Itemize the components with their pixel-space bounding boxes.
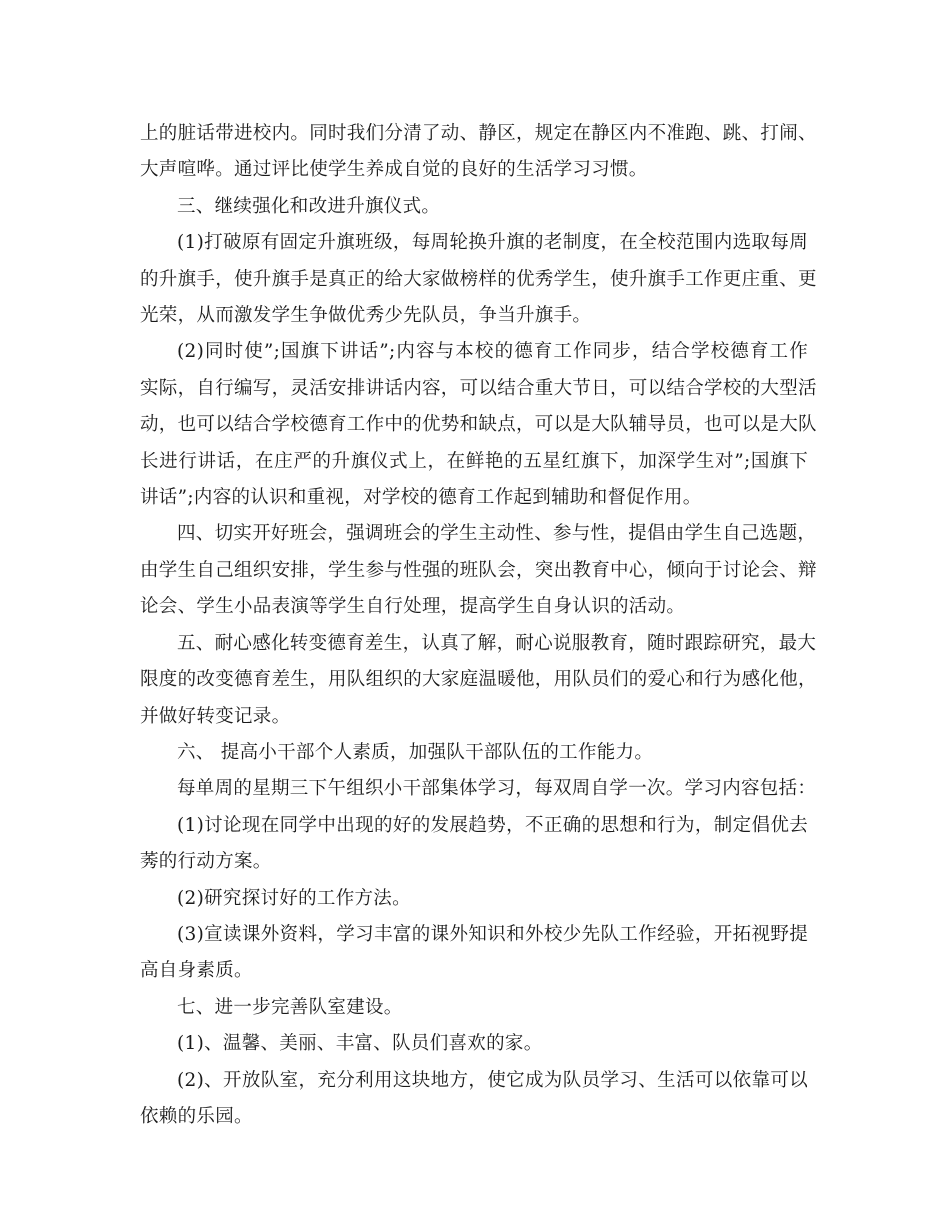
text-line: (2)、开放队室，充分利用这块地方，使它成为队员学习、生活可以依靠可以	[177, 1069, 808, 1091]
text-line: 限度的改变德育差生，用队组织的大家庭温暖他，用队员们的爱心和行为感化他，	[140, 669, 817, 691]
text-line: 上的脏话带进校内。同时我们分清了动、静区，规定在静区内不准跑、跳、打闹、	[140, 123, 817, 144]
paragraph	[140, 1026, 808, 1062]
document-body	[140, 116, 817, 1135]
paragraph	[140, 334, 817, 516]
paragraph	[140, 990, 808, 1026]
text-line: 并做好转变记录。	[140, 705, 291, 727]
text-line: 讲话”;内容的认识和重视，对学校的德育工作起到辅助和督促作用。	[140, 487, 702, 509]
paragraph	[140, 1063, 808, 1136]
text-line: 长进行讲话，在庄严的升旗仪式上，在鲜艳的五星红旗下，加深学生对”;国旗下	[140, 450, 808, 472]
text-line: 动，也可以结合学校德育工作中的优势和缺点，可以是大队辅导员，也可以是大队	[140, 414, 817, 436]
text-line: 七、进一步完善队室建设。	[177, 996, 403, 1018]
text-line: 四、切实开好班会，强调班会的学生主动性、参与性，提倡由学生自己选题，	[177, 523, 817, 545]
text-line: (1)打破原有固定升旗班级，每周轮换升旗的老制度，在全校范围内选取每周	[177, 232, 808, 254]
text-line: 莠的行动方案。	[140, 851, 272, 873]
text-line: (1)、温馨、美丽、丰富、队员们喜欢的家。	[177, 1033, 543, 1055]
text-line: (3)宣读课外资料，学习丰富的课外知识和外校少先队工作经验，开拓视野提	[177, 923, 808, 945]
paragraph	[140, 626, 817, 735]
text-line: 光荣，从而激发学生争做优秀少先队员，争当升旗手。	[140, 305, 592, 327]
text-line: 论会、学生小品表演等学生自行处理，提高学生自身认识的活动。	[140, 596, 686, 618]
paragraph	[140, 225, 817, 334]
paragraph	[140, 917, 808, 990]
text-line: (2)同时使”;国旗下讲话”;内容与本校的德育工作同步，结合学校德育工作	[177, 341, 808, 363]
paragraph	[140, 808, 808, 881]
text-line: 大声喧哗。通过评比使学生养成自觉的良好的生活学习习惯。	[140, 159, 648, 181]
paragraph	[140, 881, 808, 917]
text-line: 的升旗手，使升旗手是真正的给大家做榜样的优秀学生，使升旗手工作更庄重、更	[140, 268, 817, 290]
text-line: (2)研究探讨好的工作方法。	[177, 887, 411, 909]
text-line: 三、继续强化和改进升旗仪式。	[177, 195, 441, 217]
paragraph	[140, 516, 817, 625]
paragraph	[140, 189, 808, 225]
text-line: 依赖的乐园。	[140, 1105, 253, 1127]
text-line: 实际，自行编写，灵活安排讲话内容，可以结合重大节日，可以结合学校的大型活	[140, 377, 817, 399]
paragraph	[140, 771, 817, 807]
text-line: 高自身素质。	[140, 960, 253, 982]
text-line: 由学生自己组织安排，学生参与性强的班队会，突出教育中心，倾向于讨论会、辩	[140, 559, 817, 581]
paragraph	[140, 116, 817, 189]
paragraph	[140, 735, 808, 771]
text-line: 六、 提高小干部个人素质，加强队干部队伍的工作能力。	[177, 741, 654, 763]
text-line: 每单周的星期三下午组织小干部集体学习，每双周自学一次。学习内容包括：	[177, 778, 817, 800]
text-line: 五、耐心感化转变德育差生，认真了解，耐心说服教育，随时跟踪研究，最大	[177, 632, 817, 654]
text-line: (1)讨论现在同学中出现的好的发展趋势，不正确的思想和行为，制定倡优去	[177, 814, 808, 836]
